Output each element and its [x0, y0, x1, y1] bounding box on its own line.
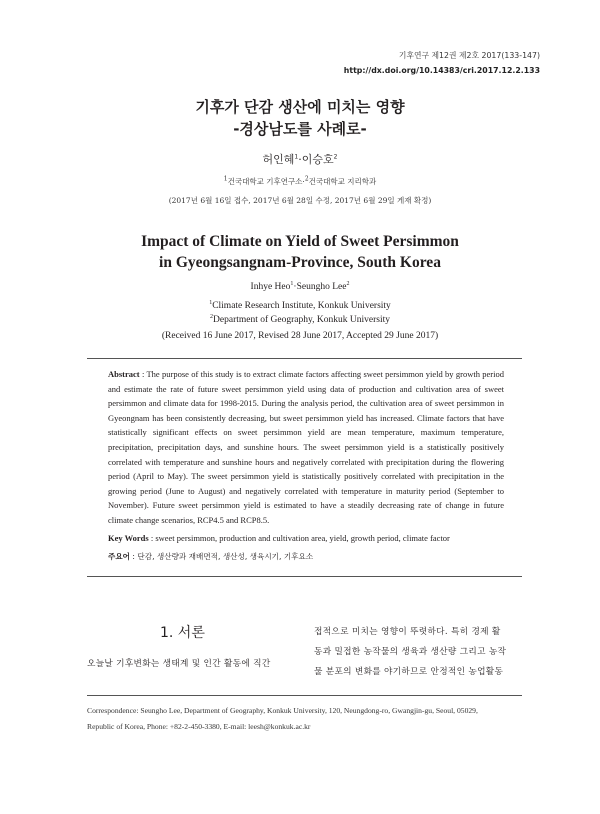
english-dates: (Received 16 June 2017, Revised 28 June 2017, Accepted 29 June 2017)	[161, 331, 439, 341]
abstract	[108, 367, 504, 528]
korean-author-2-sup: 2	[333, 153, 338, 161]
korean-keywords-label: 주요어	[108, 552, 131, 561]
english-affil-2: Department of Geography, Konkuk University	[213, 315, 390, 325]
english-affiliation-1	[0, 301, 600, 311]
body-right-line: 동과 밀접한 농작물의 생육과 생산량 그리고 농작	[314, 647, 507, 657]
abstract-text: : The purpose of this study is to extract climate factors affecting sweet persimmon yield by growth period and estimate the rate of future sweet persimmon yield using data of production and cultivation area of sweet persimmon and climate data for 1998-2015. During the analysis period, the cultivation area of sweet persimmon in Gyeongnam has been consistently decreasing, but sweet persimmon yield has increased. Climate factors that have statistically significant effects on sweet persimmon yield are mean temperature, maximum temperature, precipitation, precipitation days, and sunshine hours. The sweet persimmon yield is a statistically positively correlated with temperature and sunshine hours and negatively correlated with precipitation during the flowering period (April to May). The sweet persimmon yield is statistically positively correlated with precipitation in the growing period (June to August) and negatively correlated with temperature in maturity period (September to November). Future sweet persimmon yield is estimated to have a steadily decreasing rate of change in future climate change scenarios, RCP4.5 and RCP8.5.	[108, 369, 504, 525]
english-author-1: Inhye Heo	[250, 282, 291, 292]
english-authors	[0, 282, 600, 292]
korean-affil-1: 건국대학교 기후연구소·	[227, 177, 305, 186]
keywords-label: Key Words	[108, 533, 149, 543]
korean-author-sep: ·	[298, 153, 302, 166]
english-author-2: Seungho Lee	[296, 282, 347, 292]
english-author-2-sup: 2	[346, 280, 350, 287]
body-left-column: 오늘날 기후변화는 생태계 및 인간 활동에 직간	[87, 659, 271, 669]
keywords-text: : sweet persimmon, production and cultivation area, yield, growth period, climate factor	[148, 533, 450, 543]
english-title-line2: in Gyeongsangnam-Province, South Korea	[159, 254, 441, 271]
english-affil-1: Climate Research Institute, Konkuk University	[212, 301, 391, 311]
korean-affil-2-sup: 2	[304, 175, 309, 183]
body-right-line: 물 분포의 변화를 야기하므로 안정적인 농업활동	[314, 667, 504, 677]
korean-title-line1: 기후가 단감 생산에 미치는 영향	[195, 98, 405, 116]
correspondence-line1: Correspondence: Seungho Lee, Department of Geography, Konkuk University, 120, Neungdong-ro, Gwangjin-gu, Seoul, 05029,	[87, 706, 478, 715]
body-right-line: 접적으로 미치는 영향이 뚜렷하다. 특히 경제 활	[314, 627, 501, 637]
korean-affil-1-sup: 1	[223, 175, 228, 183]
correspondence-line2: Republic of Korea, Phone: +82-2-450-3380, E-mail: leesh@konkuk.ac.kr	[87, 722, 311, 731]
korean-authors	[0, 151, 600, 167]
abstract-top-rule	[87, 358, 522, 359]
korean-affiliations	[0, 176, 600, 187]
korean-keywords-text: : 단감, 생산량과 재배면적, 생산성, 생육시기, 기후요소	[130, 552, 314, 561]
keywords	[108, 533, 508, 543]
body-right-column	[314, 622, 524, 682]
doi-link[interactable]: http://dx.doi.org/10.14383/cri.2017.12.2.133	[343, 66, 540, 75]
korean-title-line2: -경상남도를 사례로-	[233, 120, 367, 138]
korean-author-2: 이승호	[301, 153, 334, 166]
english-author-sep: ·	[293, 282, 297, 292]
english-affiliation-2	[0, 315, 600, 325]
section-heading: 1. 서론	[160, 625, 205, 641]
korean-author-1-sup: 1	[294, 153, 299, 161]
footnote-rule	[87, 695, 522, 696]
correspondence	[87, 703, 527, 735]
abstract-bottom-rule	[87, 576, 522, 577]
english-affil-2-sup: 2	[210, 313, 214, 320]
journal-info: 기후연구 제12권 제2호 2017(133-147)	[398, 51, 540, 60]
korean-keywords	[108, 551, 508, 562]
korean-affil-2: 건국대학교 지리학과	[308, 177, 377, 186]
abstract-label: Abstract	[108, 369, 140, 379]
korean-dates: (2017년 6월 16일 접수, 2017년 6월 28일 수정, 2017년 6월 29일 게재 확정)	[168, 196, 432, 205]
english-author-1-sup: 1	[290, 280, 294, 287]
korean-author-1: 허인혜	[262, 153, 295, 166]
english-affil-1-sup: 1	[209, 299, 213, 306]
english-title-line1: Impact of Climate on Yield of Sweet Persimmon	[141, 233, 459, 250]
